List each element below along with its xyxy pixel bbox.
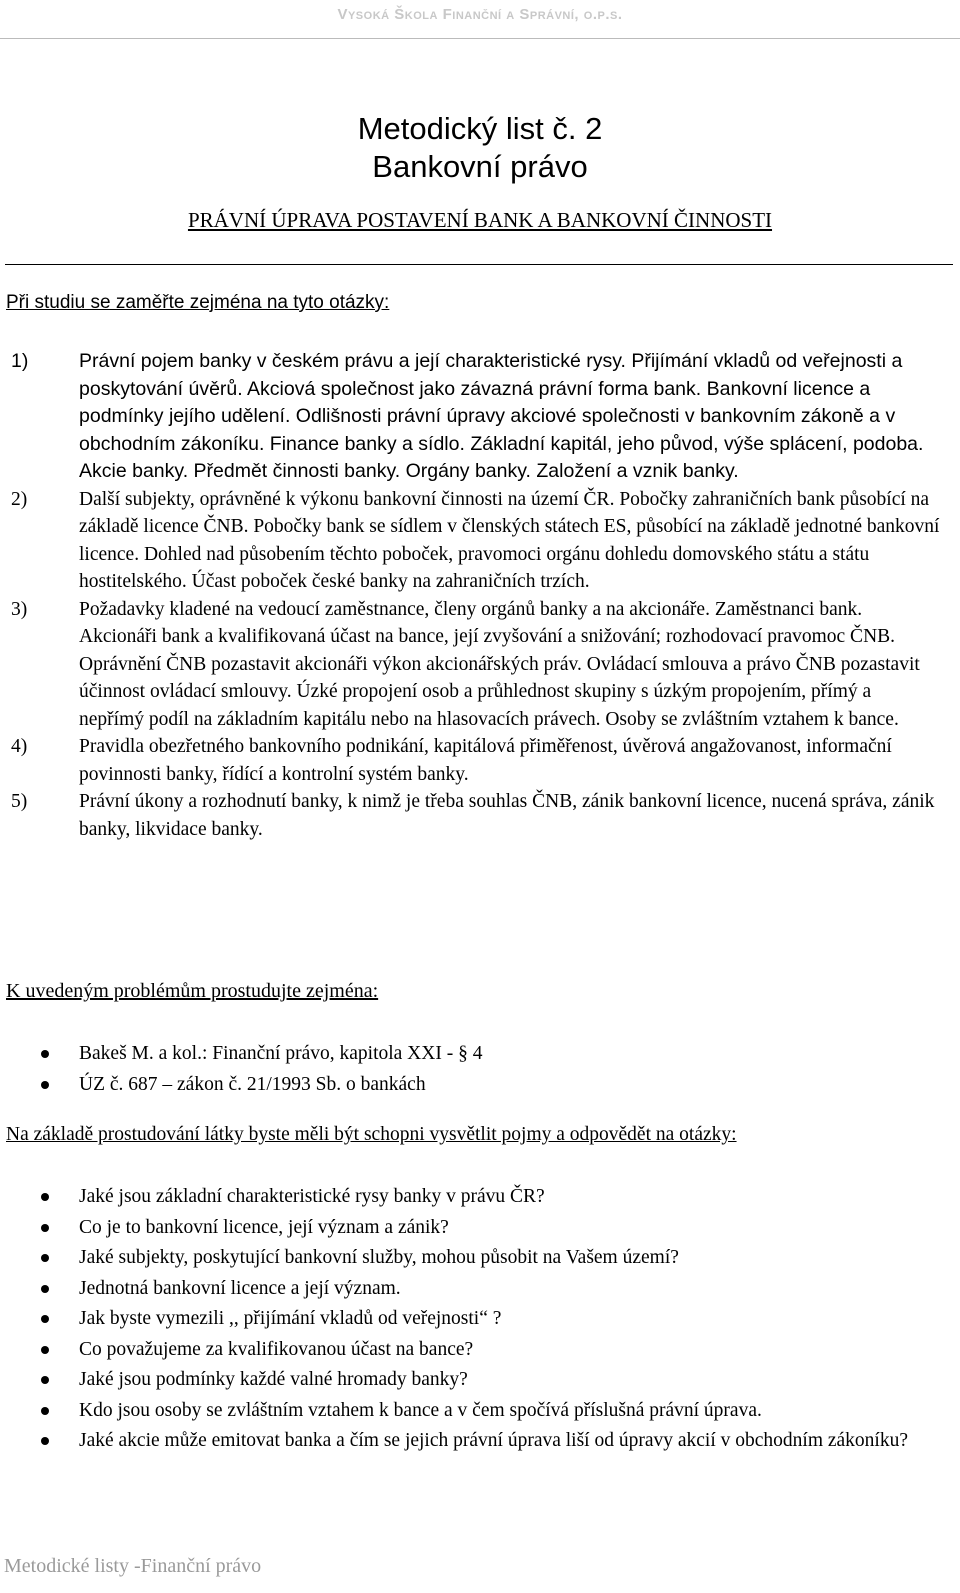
- bullet-icon: [41, 1346, 49, 1354]
- document-subtitle: PRÁVNÍ ÚPRAVA POSTAVENÍ BANK A BANKOVNÍ ČINNOSTI: [187, 208, 773, 232]
- item-text: Jaké akcie může emitovat banka a čím se jejich právní úprava liší od úpravy akcií v obchodním zákoníku?: [79, 1430, 909, 1451]
- item-text: Co je to bankovní licence, její význam a zánik?: [79, 1216, 449, 1238]
- list-item: [6, 348, 941, 486]
- item-text: Jaké jsou základní charakteristické rysy banky v právu ČR?: [79, 1186, 545, 1207]
- bullet-icon: [41, 1376, 49, 1384]
- list-item: [6, 486, 941, 596]
- list-item: [6, 1397, 941, 1425]
- list-item: [6, 1336, 941, 1364]
- bullet-icon: [41, 1193, 49, 1201]
- list-item: [6, 1214, 941, 1242]
- item-text: Bakeš M. a kol.: Finanční právo, kapitola XXI - § 4: [79, 1043, 483, 1064]
- questions-heading: Na základě prostudování látky byste měli být schopni vysvětlit pojmy a odpovědět na otázky:: [6, 1124, 737, 1145]
- section-divider: [5, 264, 953, 265]
- document-title: [0, 110, 960, 186]
- item-number: 1): [11, 350, 29, 372]
- item-text: Kdo jsou osoby se zvláštním vztahem k bance a v čem spočívá příslušná právní úprava.: [79, 1399, 762, 1421]
- item-text: Jednotná bankovní licence a její význam.: [79, 1277, 401, 1299]
- header-divider: [0, 38, 960, 39]
- item-text: Jaké subjekty, poskytující bankovní služby, mohou působit na Vašem území?: [79, 1247, 679, 1268]
- item-text: Pravidla obezřetného bankovního podnikání, kapitálová přiměřenost, úvěrová angažovanost, informační povinnosti banky, řídící a kontrolní systém banky.: [79, 736, 892, 785]
- list-item: [6, 1071, 941, 1099]
- questions-list: [6, 1183, 941, 1458]
- item-text: Jak byste vymezili ,, přijímání vkladů od veřejnosti“ ?: [79, 1308, 502, 1329]
- list-item: [6, 1040, 941, 1068]
- list-item: [6, 1244, 941, 1272]
- item-number: 4): [11, 736, 28, 757]
- title-line-1: Metodický list č. 2: [357, 111, 603, 146]
- page-header: Vysoká Škola Finanční a Správní, o.p.s.: [337, 6, 623, 23]
- item-text: ÚZ č. 687 – zákon č. 21/1993 Sb. o bankách: [79, 1073, 426, 1095]
- list-item: [6, 1427, 941, 1455]
- list-item: [6, 1275, 941, 1303]
- page-footer: Metodické listy -Finanční právo: [4, 1555, 262, 1577]
- bullet-icon: [41, 1224, 49, 1232]
- list-item: [6, 596, 941, 734]
- bullet-icon: [41, 1285, 49, 1293]
- list-item: [6, 788, 941, 843]
- bullet-icon: [41, 1050, 49, 1058]
- item-text: Právní pojem banky v českém právu a její charakteristické rysy. Přijímání vkladů od veřejnosti a poskytování úvěrů. Akciová společnost jako závazná právní forma bank. Bankovní licence a podmínky jejího udělení. Odlišnosti právní úpravy akciové společnosti v bankovním zákoně a v obchodním zákoníku. Finance banky a sídlo. Základní kapitál, jeho původ, výše splácení, podoba. Akcie banky. Předmět činnosti banky. Orgány banky. Založení a vznik banky.: [79, 350, 924, 482]
- literature-list: [6, 1040, 941, 1101]
- bullet-icon: [41, 1081, 49, 1089]
- item-text: Požadavky kladené na vedoucí zaměstnance, členy orgánů banky a na akcionáře. Zaměstnanci bank. Akcionáři bank a kvalifikovaná účast na bance, její zvyšování a snižování; rozhodovací pravomoc ČNB. Oprávnění ČNB pozastavit akcionáři výkon akcionářských práv. Ovládací smlouva a právo ČNB pozastavit účinnost ovládací smlouvy. Úzké propojení osob a průhlednost skupiny s úzkým propojením, přímý a nepřímý podíl na základním kapitálu nebo na hlasovacích právech. Osoby se zvláštním vztahem k bance.: [79, 598, 920, 730]
- title-line-2: Bankovní právo: [372, 149, 588, 184]
- item-number: 3): [11, 598, 28, 620]
- item-text: Další subjekty, oprávněné k výkonu bankovní činnosti na území ČR. Pobočky zahraničních bank působící na základě licence ČNB. Pobočky bank se sídlem v členských státech ES, působící na základě jednotné bankovní licence. Dohled nad působením těchto poboček, pravomoci orgánu dohledu domovského státu a státu hostitelského. Účast poboček české banky na zahraničních trzích.: [79, 488, 940, 592]
- list-item: [6, 733, 941, 788]
- list-item: [6, 1183, 941, 1211]
- bullet-icon: [41, 1437, 49, 1445]
- bullet-icon: [41, 1254, 49, 1262]
- item-number: 2): [11, 488, 28, 510]
- item-number: 5): [11, 791, 28, 812]
- bullet-icon: [41, 1315, 49, 1323]
- item-text: Jaké jsou podmínky každé valné hromady banky?: [79, 1369, 468, 1390]
- item-text: Právní úkony a rozhodnutí banky, k nimž je třeba souhlas ČNB, zánik bankovní licence, nucená správa, zánik banky, likvidace banky.: [79, 791, 935, 840]
- list-item: [6, 1366, 941, 1394]
- focus-topics-list: [6, 348, 941, 843]
- item-text: Co považujeme za kvalifikovanou účast na bance?: [79, 1338, 474, 1360]
- literature-heading: K uvedeným problémům prostudujte zejména:: [6, 980, 379, 1002]
- focus-heading: Při studiu se zaměřte zejména na tyto otázky:: [6, 292, 390, 313]
- list-item: [6, 1305, 941, 1333]
- bullet-icon: [41, 1407, 49, 1415]
